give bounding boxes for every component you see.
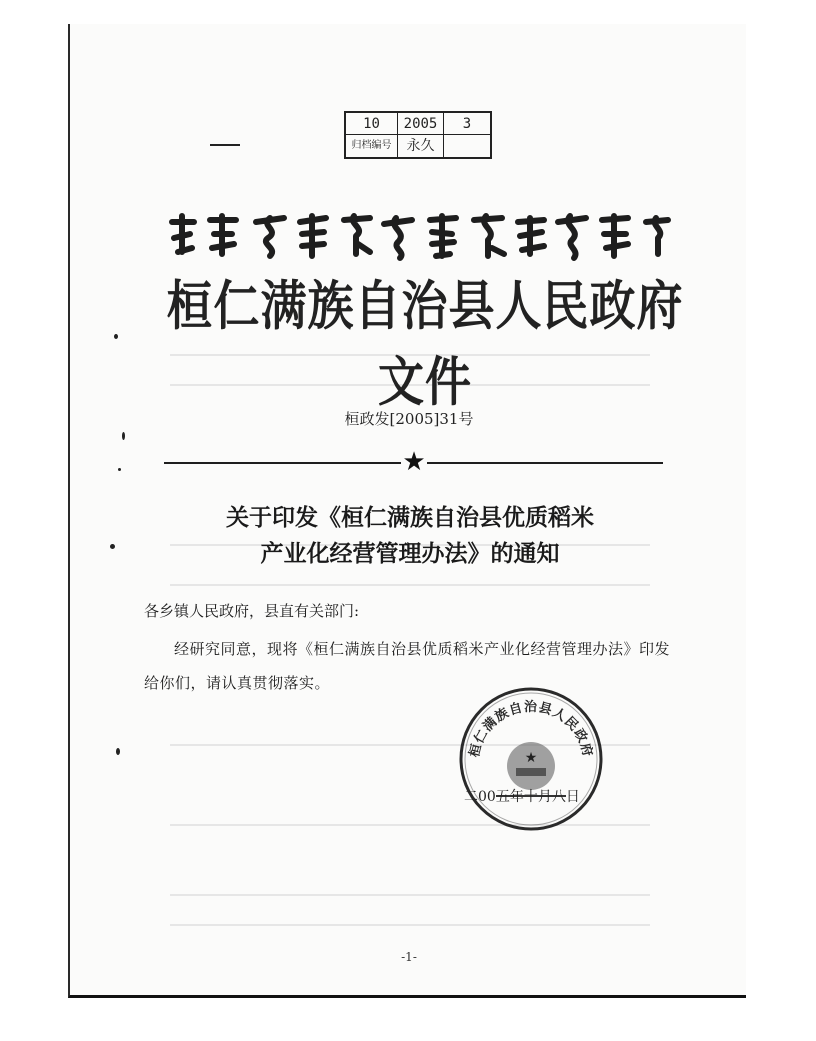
issuer-title: 桓仁满族自治县人民政府文件 — [166, 274, 684, 413]
notice-title-line: 产业化经营管理办法》的通知 — [260, 541, 560, 567]
archive-stamp — [344, 111, 492, 159]
bleed-through-line — [170, 584, 650, 586]
archive-stamp-cell: 归档编号 — [346, 135, 398, 157]
bleed-through-line — [170, 894, 650, 896]
bleed-through-line — [170, 924, 650, 926]
seal-text: 桓仁满族自治县人民政府 — [467, 700, 595, 759]
page-number: -1- — [401, 950, 417, 964]
notice-title-line: 关于印发《桓仁满族自治县优质稻米 — [226, 505, 594, 531]
archive-stamp-cell: 永久 — [398, 135, 444, 157]
issue-date: 二00五年十月八日 — [464, 789, 580, 805]
document-number: 桓政发[2005]31号 — [344, 410, 474, 428]
national-emblem-icon — [507, 742, 555, 790]
scanned-page — [68, 24, 746, 998]
header-rule-right — [427, 462, 663, 464]
official-seal — [456, 684, 606, 834]
scan-speck — [116, 748, 120, 755]
scan-speck — [122, 432, 125, 440]
archive-stamp-cell: 3 — [444, 113, 490, 135]
notice-title — [140, 500, 680, 572]
scan-speck — [210, 144, 240, 146]
notice-body: 经研究同意，现将《桓仁满族自治县优质稻米产业化经营管理办法》印发给你们，请认真贯彻落实。 — [144, 640, 671, 692]
star-icon: ★ — [402, 447, 426, 477]
scan-speck — [118, 468, 121, 471]
scan-speck — [110, 544, 115, 549]
archive-stamp-cell: 2005 — [398, 113, 444, 135]
salutation: 各乡镇人民政府，县直有关部门: — [144, 602, 360, 620]
manchu-script-heading — [152, 204, 672, 264]
header-rule-left — [164, 462, 401, 464]
svg-text:★: ★ — [524, 750, 538, 766]
archive-stamp-cell: 10 — [346, 113, 398, 135]
scan-speck — [114, 334, 118, 339]
archive-stamp-cell — [444, 135, 490, 157]
